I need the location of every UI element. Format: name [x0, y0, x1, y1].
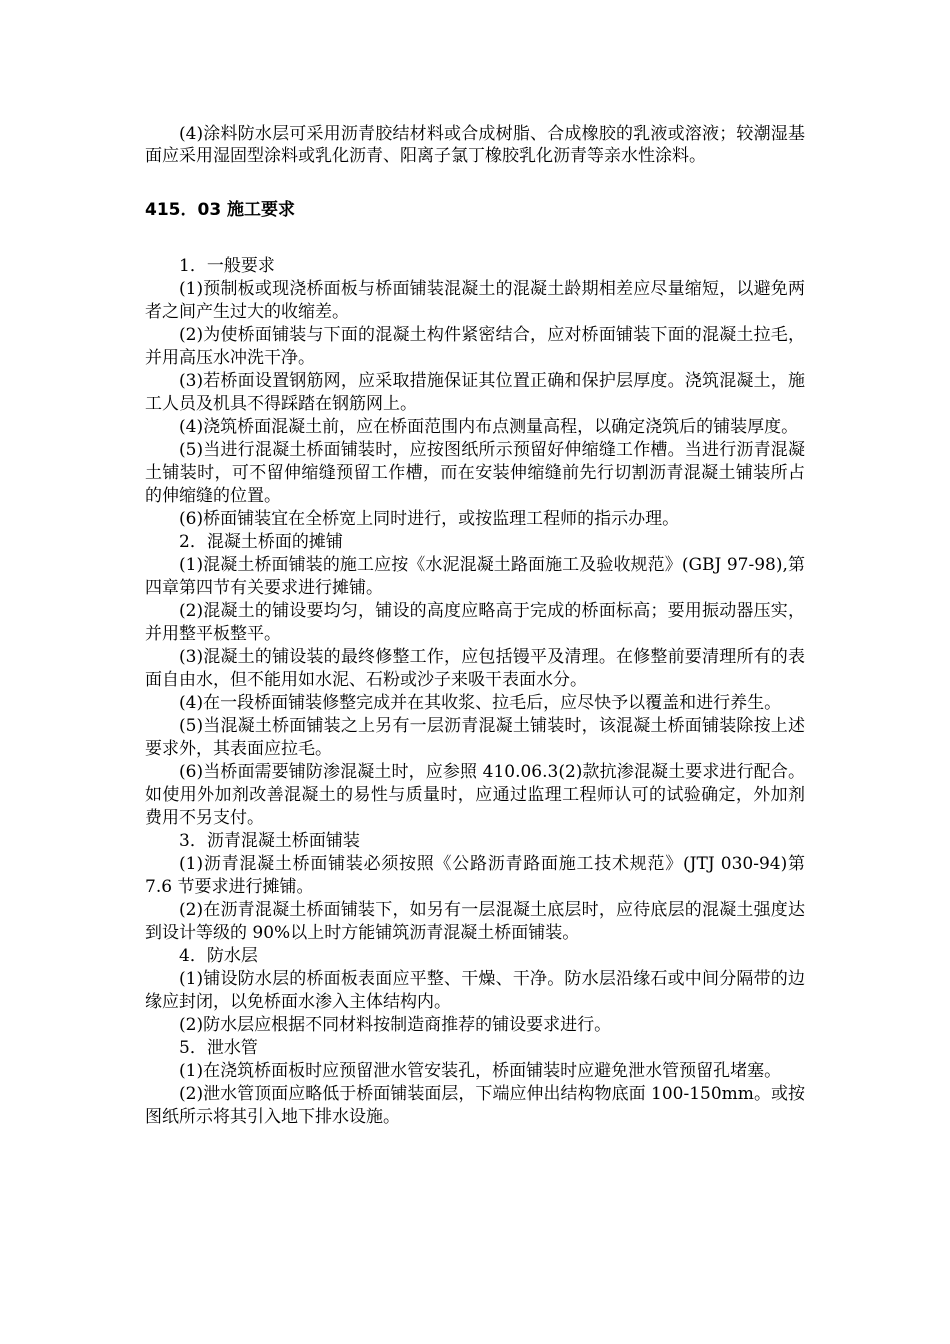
subsection-heading-drain: 5．泄水管 — [179, 1038, 258, 1058]
paragraph: (4)在一段桥面铺装修整完成并在其收浆、拉毛后，应尽快予以覆盖和进行养生。 — [179, 693, 782, 713]
paragraph: (3)若桥面设置钢筋网，应采取措施保证其位置正确和保护层厚度。浇筑混凝土，施工人员及机具不得踩踏在钢筋网上。 — [145, 371, 805, 414]
paragraph: (1)铺设防水层的桥面板表面应平整、干燥、干净。防水层沿缘石或中间分隔带的边缘应封闭，以免桥面水渗入主体结构内。 — [145, 969, 805, 1012]
paragraph: (2)为使桥面铺装与下面的混凝土构件紧密结合，应对桥面铺装下面的混凝土拉毛，并用高压水冲洗干净。 — [145, 325, 805, 368]
paragraph: (1)在浇筑桥面板时应预留泄水管安装孔，桥面铺装时应避免泄水管预留孔堵塞。 — [179, 1061, 782, 1081]
subsection-heading-asphalt: 3．沥青混凝土桥面铺装 — [179, 831, 360, 851]
subsection-heading-concrete: 2．混凝土桥面的摊铺 — [179, 532, 343, 552]
paragraph: (5)当混凝土桥面铺装之上另有一层沥青混凝土铺装时，该混凝土桥面铺装除按上述要求外，其表面应拉毛。 — [145, 716, 805, 759]
paragraph: (2)防水层应根据不同材料按制造商推荐的铺设要求进行。 — [179, 1015, 612, 1035]
subsection-heading-general: 1．一般要求 — [179, 256, 275, 276]
paragraph: (3)混凝土的铺设装的最终修整工作，应包括镘平及清理。在修整前要清理所有的表面自由水，但不能用如水泥、石粉或沙子来吸干表面水分。 — [145, 647, 805, 690]
paragraph: (4)浇筑桥面混凝土前，应在桥面范围内布点测量高程，以确定浇筑后的铺装厚度。 — [179, 417, 799, 437]
paragraph: (2)在沥青混凝土桥面铺装下，如另有一层混凝土底层时，应待底层的混凝土强度达到设计等级的 90%以上时方能铺筑沥青混凝土桥面铺装。 — [145, 900, 805, 943]
document-page — [145, 123, 805, 1129]
paragraph: (5)当进行混凝土桥面铺装时，应按图纸所示预留好伸缩缝工作槽。当进行沥青混凝土铺装时，可不留伸缩缝预留工作槽，而在安装伸缩缝前先行切割沥青混凝土铺装所占的伸缩缝的位置。 — [145, 440, 805, 506]
paragraph: (6)当桥面需要铺防渗混凝土时，应参照 410.06.3(2)款抗渗混凝土要求进行配合。如使用外加剂改善混凝土的易性与质量时，应通过监理工程师认可的试验确定，外加剂费用不另支付。 — [145, 762, 805, 828]
paragraph: (1)混凝土桥面铺装的施工应按《水泥混凝土路面施工及验收规范》(GBJ 97-98),第四章第四节有关要求进行摊铺。 — [145, 555, 805, 598]
paragraph: (6)桥面铺装宜在全桥宽上同时进行，或按监理工程师的指示办理。 — [179, 509, 680, 529]
section-heading: 415．03 施工要求 — [145, 200, 296, 220]
intro-paragraph: (4)涂料防水层可采用沥青胶结材料或合成树脂、合成橡胶的乳液或溶液；较潮湿基面应采用湿固型涂料或乳化沥青、阳离子氯丁橡胶乳化沥青等亲水性涂料。 — [145, 124, 805, 166]
subsection-heading-waterproof: 4．防水层 — [179, 946, 258, 966]
paragraph: (2)混凝土的铺设要均匀，铺设的高度应略高于完成的桥面标高；要用振动器压实，并用整平板整平。 — [145, 601, 805, 644]
paragraph: (1)沥青混凝土桥面铺装必须按照《公路沥青路面施工技术规范》(JTJ 030-94)第 7.6 节要求进行摊铺。 — [145, 854, 805, 897]
paragraph: (1)预制板或现浇桥面板与桥面铺装混凝土的混凝土龄期相差应尽量缩短，以避免两者之间产生过大的收缩差。 — [145, 279, 805, 322]
paragraph: (2)泄水管顶面应略低于桥面铺装面层，下端应伸出结构物底面 100-150mm。或按图纸所示将其引入地下排水设施。 — [145, 1084, 805, 1127]
